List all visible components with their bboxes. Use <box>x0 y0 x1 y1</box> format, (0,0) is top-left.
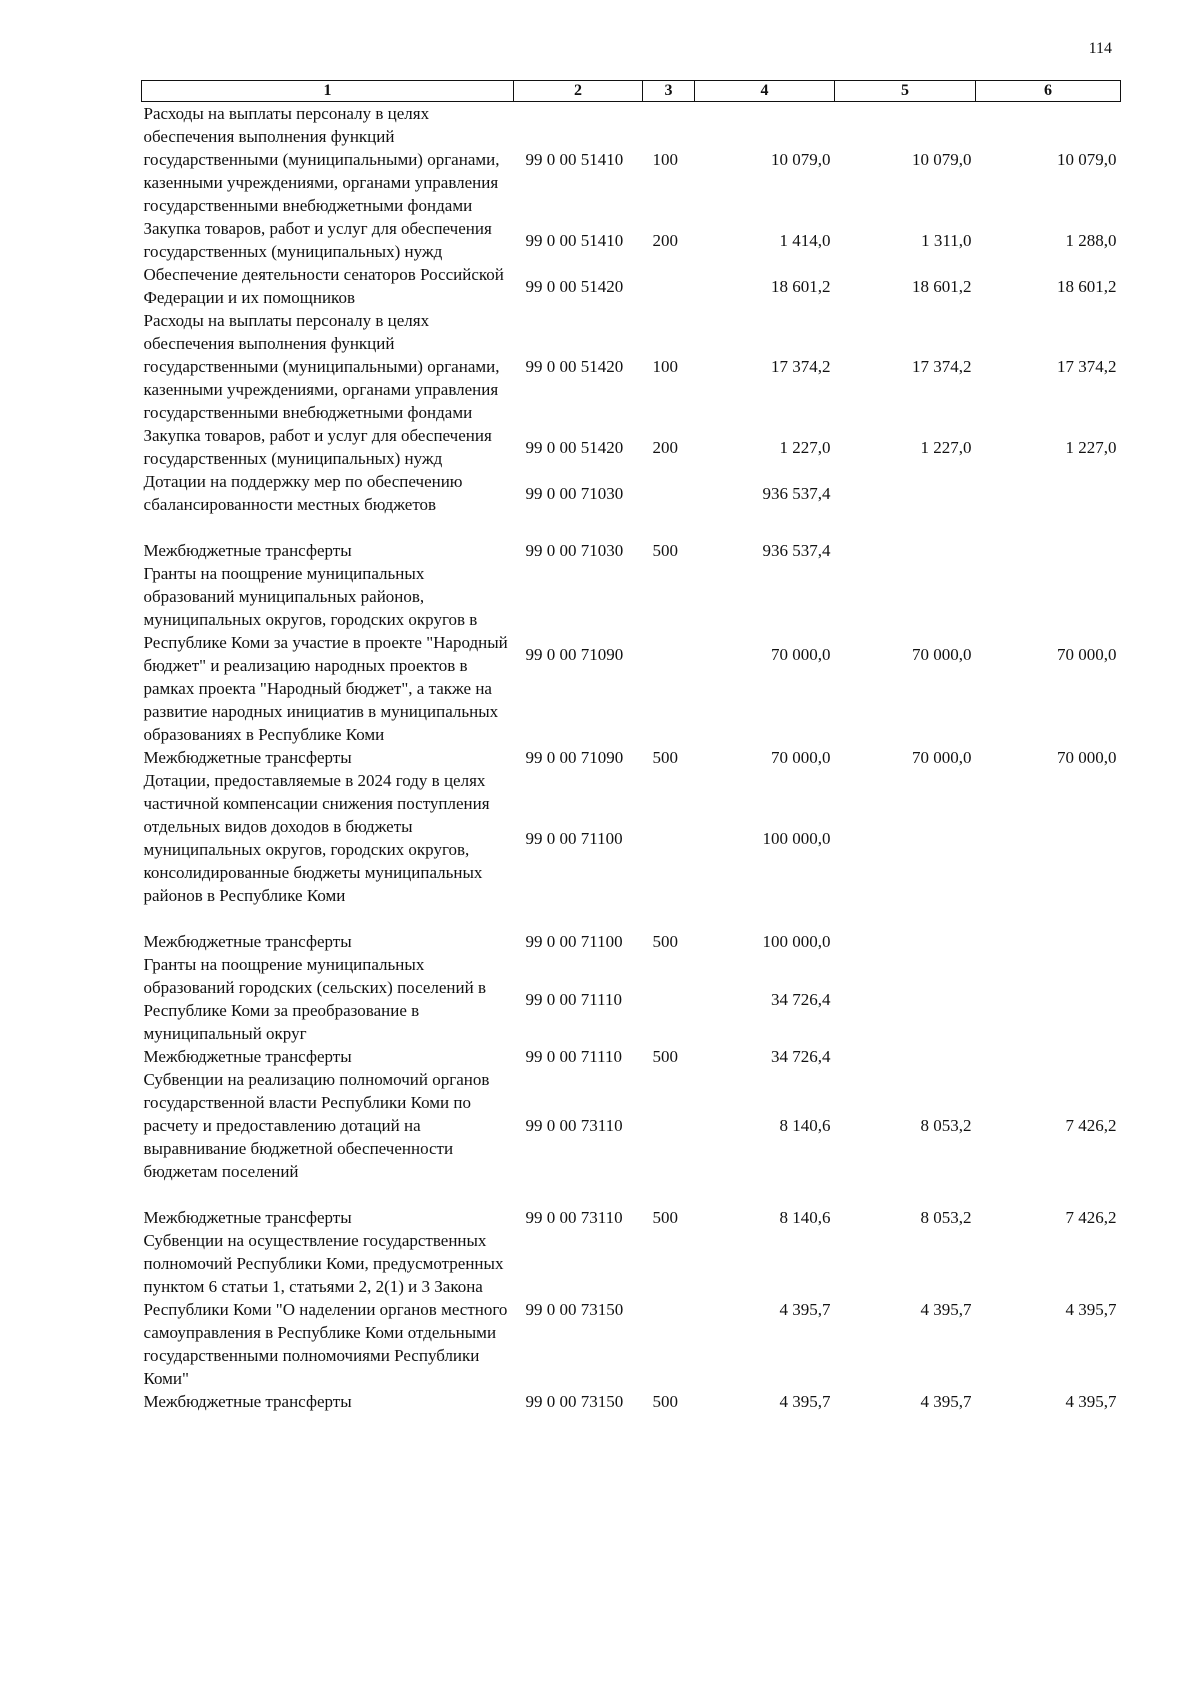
row-description: Межбюджетные трансферты <box>143 541 352 560</box>
row-expense-type: 500 <box>652 932 678 951</box>
row-value-col6: 4 395,7 <box>1065 1392 1117 1411</box>
table-body <box>142 102 1121 1414</box>
table-row <box>142 102 1121 218</box>
row-description: Межбюджетные трансферты <box>143 1047 352 1066</box>
row-expense-type: 500 <box>652 541 678 560</box>
row-description: Дотации на поддержку мер по обеспечению сбалансированности местных бюджетов <box>143 472 463 514</box>
row-target-code: 99 0 00 71110 <box>525 989 622 1009</box>
row-value-col5: 10 079,0 <box>912 150 972 169</box>
row-value-col6: 70 000,0 <box>1057 748 1117 767</box>
row-value-col6 <box>976 953 1121 1045</box>
page-number: 114 <box>1088 40 1112 57</box>
table-row <box>142 930 1121 953</box>
table-row <box>142 263 1121 309</box>
row-value-col5: 4 395,7 <box>920 1392 972 1411</box>
row-value-col4: 100 000,0 <box>762 932 831 951</box>
row-description: Обеспечение деятельности сенаторов Российской Федерации и их помощников <box>143 265 504 307</box>
row-target-code: 99 0 00 71100 <box>525 932 623 951</box>
row-value-col5: 1 227,0 <box>920 437 972 457</box>
row-value-col6: 1 288,0 <box>1065 230 1117 250</box>
row-value-col6 <box>976 539 1121 562</box>
table-row <box>142 424 1121 470</box>
row-value-col5: 70 000,0 <box>912 644 972 664</box>
row-target-code: 99 0 00 51420 <box>525 276 624 296</box>
table-header <box>142 81 1121 102</box>
table-row <box>142 953 1121 1045</box>
row-value-col4: 4 395,7 <box>779 1392 831 1411</box>
row-description: Межбюджетные трансферты <box>143 1208 352 1227</box>
row-description: Субвенции на осуществление государственных полномочий Республики Коми, предусмотренных пунктом 6 статьи 1, статьями 2, 2(1) и 3 Закона Республики Коми "О наделении органов местного самоуправления в Республике Коми отдельными государственными полномочиями Республики Коми" <box>143 1231 508 1388</box>
row-target-code: 99 0 00 73110 <box>525 1116 623 1135</box>
row-value-col5 <box>835 470 976 539</box>
row-target-code: 99 0 00 71110 <box>525 1047 622 1066</box>
row-description: Закупка товаров, работ и услуг для обеспечения государственных (муниципальных) нужд <box>143 426 492 468</box>
row-description: Гранты на поощрение муниципальных образований городских (сельских) поселений в Республике Коми за преобразование в муниципальный округ <box>143 955 486 1043</box>
row-value-col5: 8 053,2 <box>920 1208 972 1227</box>
row-value-col5: 1 311,0 <box>921 230 972 250</box>
row-value-col6: 1 227,0 <box>1065 437 1117 457</box>
row-target-code: 99 0 00 51410 <box>525 150 624 169</box>
row-value-col5: 18 601,2 <box>912 276 972 296</box>
row-value-col4: 8 140,6 <box>779 1116 831 1135</box>
table-row <box>142 1390 1121 1413</box>
row-expense-type <box>643 1229 695 1390</box>
row-value-col6: 17 374,2 <box>1057 357 1117 376</box>
budget-table <box>141 80 1121 1413</box>
row-expense-type <box>643 769 695 930</box>
row-value-col4: 936 537,4 <box>762 541 831 560</box>
row-target-code: 99 0 00 51420 <box>525 357 624 376</box>
row-expense-type: 200 <box>652 230 678 250</box>
table-row <box>142 1206 1121 1229</box>
row-value-col4: 936 537,4 <box>762 483 831 503</box>
row-expense-type: 200 <box>652 437 678 457</box>
row-value-col4: 34 726,4 <box>771 1047 831 1066</box>
row-expense-type: 100 <box>652 150 678 169</box>
row-value-col4: 100 000,0 <box>762 828 831 848</box>
row-value-col6 <box>976 470 1121 539</box>
row-value-col4: 18 601,2 <box>771 276 831 296</box>
row-value-col4: 4 395,7 <box>779 1300 831 1319</box>
table-row <box>142 1229 1121 1390</box>
row-description: Межбюджетные трансферты <box>143 1392 352 1411</box>
row-description: Расходы на выплаты персоналу в целях обеспечения выполнения функций государственными (муниципальными) органами, казенными учреждениями, органами управления государственными внебюджетными фондами <box>143 104 500 215</box>
table-row <box>142 769 1121 930</box>
row-description: Субвенции на реализацию полномочий органов государственной власти Республики Коми по расчету и предоставлению дотаций на выравнивание бюджетной обеспеченности бюджетам поселений <box>143 1070 490 1181</box>
row-target-code: 99 0 00 71100 <box>525 828 623 848</box>
row-value-col5: 70 000,0 <box>912 748 972 767</box>
row-expense-type <box>643 263 695 309</box>
row-target-code: 99 0 00 73150 <box>525 1300 624 1319</box>
row-value-col5: 4 395,7 <box>920 1300 972 1319</box>
row-value-col4: 70 000,0 <box>771 748 831 767</box>
column-header-6: 6 <box>976 81 1121 102</box>
row-value-col4: 34 726,4 <box>771 989 831 1009</box>
row-target-code: 99 0 00 73110 <box>525 1208 623 1227</box>
row-target-code: 99 0 00 71090 <box>525 644 624 664</box>
row-value-col6 <box>976 769 1121 930</box>
row-value-col4: 10 079,0 <box>771 150 831 169</box>
row-expense-type <box>643 1068 695 1206</box>
row-value-col5 <box>835 1045 976 1068</box>
row-description: Закупка товаров, работ и услуг для обеспечения государственных (муниципальных) нужд <box>143 219 492 261</box>
row-value-col5 <box>835 539 976 562</box>
row-value-col6: 70 000,0 <box>1057 644 1117 664</box>
table-row <box>142 1045 1121 1068</box>
table-row <box>142 470 1121 539</box>
row-expense-type: 500 <box>652 1208 678 1227</box>
row-expense-type <box>643 470 695 539</box>
table-row <box>142 539 1121 562</box>
row-value-col6: 18 601,2 <box>1057 276 1117 296</box>
column-header-2: 2 <box>514 81 643 102</box>
row-target-code: 99 0 00 71090 <box>525 748 624 767</box>
column-header-1: 1 <box>142 81 514 102</box>
row-value-col4: 8 140,6 <box>779 1208 831 1227</box>
row-value-col4: 1 227,0 <box>779 437 831 457</box>
row-expense-type: 500 <box>652 748 678 767</box>
column-header-4: 4 <box>695 81 835 102</box>
row-value-col5 <box>835 953 976 1045</box>
row-value-col6: 4 395,7 <box>1065 1300 1117 1319</box>
row-value-col6 <box>976 1045 1121 1068</box>
row-value-col6: 10 079,0 <box>1057 150 1117 169</box>
row-description: Расходы на выплаты персоналу в целях обеспечения выполнения функций государственными (муниципальными) органами, казенными учреждениями, органами управления государственными внебюджетными фондами <box>143 311 500 422</box>
row-value-col6 <box>976 930 1121 953</box>
row-expense-type: 500 <box>652 1047 678 1066</box>
row-expense-type <box>643 953 695 1045</box>
row-value-col4: 17 374,2 <box>771 357 831 376</box>
column-header-3: 3 <box>643 81 695 102</box>
row-target-code: 99 0 00 51420 <box>525 437 624 457</box>
row-description: Гранты на поощрение муниципальных образований муниципальных районов, муниципальных округов, городских округов в Республике Коми за участие в проекте "Народный бюджет" и реализацию народных проектов в рамках проекта "Народный бюджет", а также на развитие народных инициатив в муниципальных образованиях в Республике Коми <box>143 564 508 744</box>
row-value-col4: 1 414,0 <box>779 230 831 250</box>
table-row <box>142 746 1121 769</box>
row-description: Межбюджетные трансферты <box>143 748 352 767</box>
row-target-code: 99 0 00 71030 <box>525 541 624 560</box>
column-header-5: 5 <box>835 81 976 102</box>
row-description: Межбюджетные трансферты <box>143 932 352 951</box>
row-expense-type: 100 <box>652 357 678 376</box>
row-value-col5 <box>835 930 976 953</box>
row-expense-type <box>643 562 695 746</box>
row-description: Дотации, предоставляемые в 2024 году в целях частичной компенсации снижения поступления отдельных видов доходов в бюджеты муниципальных округов, городских округов, консолидированные бюджеты муниципальных районов в Республике Коми <box>143 771 490 905</box>
row-target-code: 99 0 00 73150 <box>525 1392 624 1411</box>
row-expense-type: 500 <box>652 1392 678 1411</box>
row-value-col6: 7 426,2 <box>1065 1208 1117 1227</box>
row-target-code: 99 0 00 71030 <box>525 483 624 503</box>
row-value-col6: 7 426,2 <box>1065 1116 1117 1135</box>
table-row <box>142 309 1121 424</box>
table-row <box>142 1068 1121 1206</box>
row-target-code: 99 0 00 51410 <box>525 230 624 250</box>
row-value-col4: 70 000,0 <box>771 644 831 664</box>
row-value-col5 <box>835 769 976 930</box>
table-row <box>142 217 1121 263</box>
table-row <box>142 562 1121 746</box>
row-value-col5: 17 374,2 <box>912 357 972 376</box>
row-value-col5: 8 053,2 <box>920 1116 972 1135</box>
